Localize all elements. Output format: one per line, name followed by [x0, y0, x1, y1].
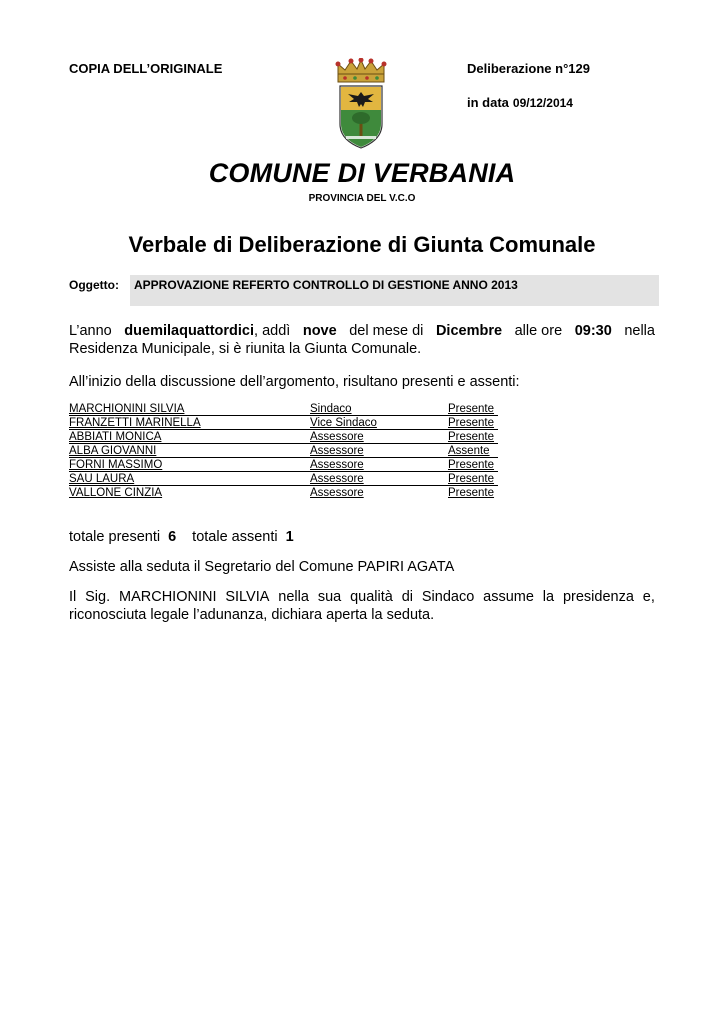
- oggetto-label: Oggetto:: [69, 278, 119, 292]
- in-data-value: 09/12/2014: [512, 96, 573, 110]
- attendance-row: [69, 445, 498, 459]
- member-status: Presente: [448, 487, 495, 499]
- member-role: Assessore: [310, 431, 364, 443]
- row-underline: [69, 471, 498, 472]
- member-status: Presente: [448, 459, 495, 471]
- attendance-row: [69, 431, 498, 445]
- member-name: FORNI MASSIMO: [69, 459, 163, 471]
- totale-presenti-value: 6: [168, 529, 177, 545]
- member-name: MARCHIONINI SILVIA: [69, 403, 185, 415]
- member-role: Assessore: [310, 487, 364, 499]
- totale-presenti-label: totale presenti: [69, 529, 161, 545]
- provincia-subtitle: PROVINCIA DEL V.C.O: [308, 193, 416, 204]
- copia-label: COPIA DELL’ORIGINALE: [69, 61, 223, 76]
- row-underline: [69, 443, 498, 444]
- oggetto-box: [130, 275, 659, 306]
- member-name: FRANZETTI MARINELLA: [69, 417, 201, 429]
- attendance-row: [69, 417, 498, 431]
- row-underline: [69, 415, 498, 416]
- attendance-row: [69, 487, 498, 501]
- row-underline: [69, 429, 498, 430]
- totale-assenti-label: totale assenti: [192, 529, 278, 545]
- deliberazione-number: Deliberazione n°129: [467, 61, 590, 76]
- presidenza-paragraph: Il Sig. MARCHIONINI SILVIA nella sua qualità di Sindaco assume la presidenza e, riconosciuta legale l’adunanza, dichiara aperta la seduta.: [69, 589, 655, 623]
- totali: [69, 529, 310, 545]
- member-name: SAU LAURA: [69, 473, 135, 485]
- member-status: Presente: [448, 473, 495, 485]
- row-underline: [69, 485, 498, 486]
- attendance-row: [69, 459, 498, 473]
- member-role: Assessore: [310, 473, 364, 485]
- member-name: ALBA GIOVANNI: [69, 445, 157, 457]
- row-underline: [69, 457, 498, 458]
- member-status: Presente: [448, 431, 495, 443]
- member-status: Assente: [448, 445, 490, 457]
- verbale-heading: Verbale di Deliberazione di Giunta Comunale: [128, 232, 596, 257]
- member-status: Presente: [448, 403, 495, 415]
- member-role: Assessore: [310, 445, 364, 457]
- in-data: [467, 95, 573, 110]
- intro-paragraph: L’anno duemilaquattordici, addì nove del mese di Dicembre alle ore 09:30 nella Residenza Municipale, si è riunita la Giunta Comunale.: [69, 323, 655, 357]
- coat-of-arms-icon: [332, 58, 390, 150]
- member-role: Assessore: [310, 459, 364, 471]
- member-status: Presente: [448, 417, 495, 429]
- discussione-paragraph: All’inizio della discussione dell’argomento, risultano presenti e assenti:: [69, 374, 520, 390]
- totale-assenti-value: 1: [285, 529, 294, 545]
- segretario-paragraph: Assiste alla seduta il Segretario del Comune PAPIRI AGATA: [69, 559, 455, 575]
- member-role: Sindaco: [310, 403, 352, 415]
- attendance-list: [69, 403, 498, 501]
- comune-title: COMUNE DI VERBANIA: [208, 158, 516, 188]
- oggetto-text: APPROVAZIONE REFERTO CONTROLLO DI GESTIONE ANNO 2013: [134, 278, 518, 292]
- member-role: Vice Sindaco: [310, 417, 377, 429]
- in-data-label: in data: [467, 95, 509, 110]
- member-name: VALLONE CINZIA: [69, 487, 163, 499]
- attendance-row: [69, 403, 498, 417]
- attendance-row: [69, 473, 498, 487]
- member-name: ABBIATI MONICA: [69, 431, 162, 443]
